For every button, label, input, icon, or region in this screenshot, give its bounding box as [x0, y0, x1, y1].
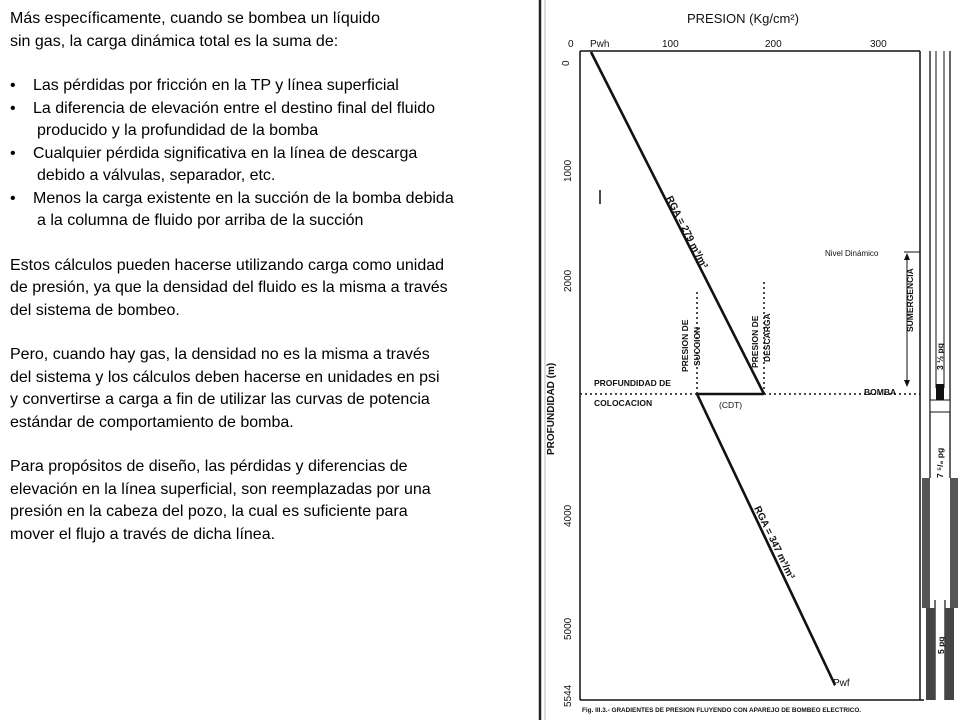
- rga-lower-label: RGA = 347 m³/m³: [751, 504, 797, 582]
- pwh-label: Pwh: [590, 39, 610, 50]
- bullet-line-1: La diferencia de elevación entre el destino final del fluido: [33, 99, 436, 117]
- paragraph-4-line-4: mover el flujo a través de dicha línea.: [10, 525, 276, 543]
- pwf-label: Pwf: [833, 678, 850, 689]
- tubing-size-label: 3 ½ pg: [935, 343, 945, 370]
- paragraph-3-line-4: estándar de comportamiento de bomba.: [10, 413, 294, 431]
- liner-size-label: 5 pg: [936, 636, 946, 654]
- casing-cement-left: [922, 478, 930, 608]
- bullet-line-1: Cualquier pérdida significativa en la línea de descarga: [33, 144, 418, 162]
- paragraph-4-line-3: presión en la cabeza del pozo, la cual es suficiente para: [10, 503, 408, 520]
- text-column: [10, 8, 530, 546]
- y-tick-5544: 5544: [563, 684, 574, 707]
- suction-label-line-2: SUCCION: [692, 326, 702, 366]
- bullet-line-2: debido a válvulas, separador, etc.: [37, 167, 276, 184]
- casing-size-label: 7 ⁵/₈ pg: [935, 447, 945, 478]
- bullet-item-elevation: [10, 98, 530, 143]
- paragraph-3-line-3: y convertirse a carga a fin de utilizar las curvas de potencia: [10, 391, 430, 408]
- paragraph-4-line-1: Para propósitos de diseño, las pérdidas y diferencias de: [10, 458, 408, 475]
- x-tick-100: 100: [662, 39, 679, 50]
- y-tick-5000: 5000: [563, 617, 574, 640]
- paragraph-3-line-1: Pero, cuando hay gas, la densidad no es la misma a través: [10, 346, 430, 363]
- pump-body: [936, 384, 944, 400]
- liner-cement-right: [945, 608, 954, 700]
- y-tick-4000: 4000: [563, 504, 574, 527]
- bullet-line-2: a la columna de fluido por arriba de la succión: [37, 212, 364, 229]
- arrow-down-icon: [904, 380, 910, 387]
- lower-gradient-line: [697, 394, 835, 685]
- y-tick-2000: 2000: [563, 269, 574, 292]
- bullet-symbol: •: [10, 189, 16, 207]
- bullet-item-friction: [10, 75, 530, 98]
- setting-depth-label-2: COLOCACION: [594, 398, 653, 408]
- bullet-symbol: •: [10, 99, 16, 117]
- paragraph-2-line-3: del sistema de bombeo.: [10, 301, 180, 319]
- bullet-line-1: Las pérdidas por fricción en la TP y línea superficial: [33, 77, 399, 94]
- y-tick-1000: 1000: [563, 159, 574, 182]
- motor-body: [930, 400, 950, 412]
- paragraph-3-line-2: del sistema y los cálculos deben hacerse en unidades en psi: [10, 368, 440, 386]
- x-tick-200: 200: [765, 39, 782, 50]
- suction-label-line-1: PRESION DE: [680, 319, 690, 372]
- bullet-item-discharge-loss: [10, 143, 530, 188]
- paragraph-2-line-1: Estos cálculos pueden hacerse utilizando carga como unidad: [10, 256, 445, 274]
- bullet-line-1: Menos la carga existente en la succión de la bomba debida: [33, 189, 454, 207]
- figure-title: PRESION (Kg/cm²): [687, 11, 799, 26]
- casing-cement-right: [950, 478, 958, 608]
- intro-line-2: sin gas, la carga dinámica total es la suma de:: [10, 32, 339, 50]
- submergence-label: SUMERGENCIA: [905, 268, 915, 332]
- rga-upper-label: RGA = 279 m³/m³: [663, 194, 710, 271]
- x-tick-300: 300: [870, 39, 887, 50]
- discharge-label-line-1: PRESION DE: [750, 315, 760, 368]
- setting-depth-label-1: PROFUNDIDAD DE: [594, 378, 671, 388]
- x-tick-0: 0: [568, 39, 574, 50]
- liner-cement-left: [926, 608, 935, 700]
- bullet-symbol: •: [10, 144, 16, 162]
- pump-label: BOMBA: [864, 387, 897, 397]
- discharge-label-line-2: DESCARGA: [762, 313, 772, 362]
- intro-line-1: Más específicamente, cuando se bombea un líquido: [10, 10, 381, 27]
- bullet-item-suction-head: [10, 188, 530, 233]
- bullet-line-2: producido y la profundidad de la bomba: [37, 122, 319, 139]
- bullet-symbol: •: [10, 77, 16, 94]
- dynamic-level-label: Nivel Dinámico: [825, 249, 879, 258]
- y-axis-title: PROFUNDIDAD (m): [546, 362, 557, 455]
- pressure-gradient-figure: [536, 0, 960, 720]
- paragraph-4-line-2: elevación en la línea superficial, son reemplazadas por una: [10, 480, 431, 498]
- y-tick-0: 0: [561, 60, 572, 66]
- figure-caption: Fig. III.3.- GRADIENTES DE PRESION FLUYENDO CON APAREJO DE BOMBEO ELECTRICO.: [582, 707, 862, 714]
- arrow-up-icon: [904, 253, 910, 260]
- paragraph-2-line-2: de presión, ya que la densidad del fluido es la misma a través: [10, 279, 448, 296]
- cdt-label: (CDT): [719, 400, 743, 410]
- figure-svg: [536, 0, 960, 720]
